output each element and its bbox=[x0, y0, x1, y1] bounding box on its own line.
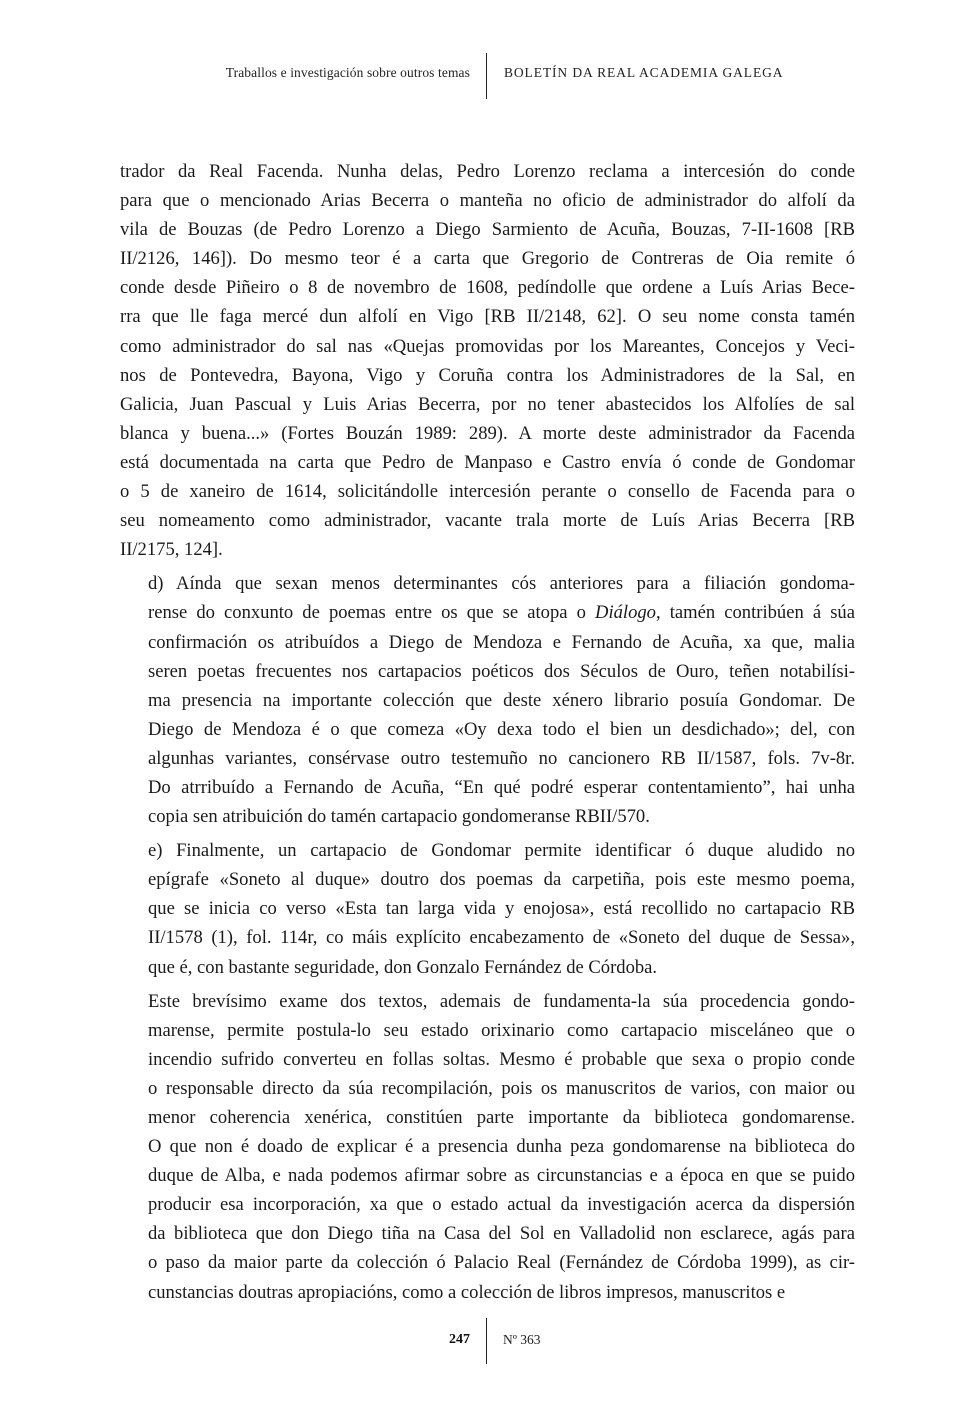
issue-number: Nº 363 bbox=[503, 1332, 541, 1347]
paragraph bbox=[120, 569, 855, 831]
text-line: Este brevísimo exame dos textos, ademais de fundamenta-la súa procedencia gondo- bbox=[148, 990, 855, 1012]
text-line: o paso da maior parte da colección ó Palacio Real (Fernández de Córdoba 1999), as cir- bbox=[148, 1252, 855, 1274]
text-line: Galicia, Juan Pascual y Luis Arias Becerra, por no tener abastecidos los Alfolíes de sal bbox=[120, 393, 855, 415]
text-line: Do atrribuído a Fernando de Acuña, “En qué podré esperar contentamiento”, hai unha bbox=[148, 776, 855, 798]
text-line: nos de Pontevedra, Bayona, Vigo y Coruña contra los Administradores de la Sal, en bbox=[120, 364, 855, 386]
text-line: seren poetas frecuentes nos cartapacios poéticos dos Séculos de Ouro, teñen notabilísi- bbox=[148, 660, 855, 682]
text-line: duque de Alba, e nada podemos afirmar sobre as circunstancias e a época en que se puido bbox=[148, 1165, 855, 1187]
text-line: copia sen atribuición do tamén cartapacio gondomeranse RBII/570. bbox=[148, 806, 650, 828]
text-line: O que non é doado de explicar é a presencia dunha peza gondomarense na biblioteca do bbox=[148, 1136, 855, 1158]
text-line: seu nomeamento como administrador, vacante trala morte de Luís Arias Becerra [RB bbox=[120, 510, 855, 532]
text-line: que se inicia co verso «Esta tan larga vida y enojosa», está recollido no cartapacio RB bbox=[148, 898, 855, 920]
text-line: blanca y buena...» (Fortes Bouzán 1989: 289). A morte deste administrador da Facenda bbox=[120, 422, 855, 444]
running-footer bbox=[0, 1318, 975, 1368]
paragraph bbox=[120, 836, 855, 981]
section-title: Traballos e investigación sobre outros temas bbox=[225, 65, 470, 80]
paragraph bbox=[120, 157, 855, 564]
text-line: o responsable directo da súa recompilación, pois os manuscritos de varios, con maior ou bbox=[148, 1077, 855, 1099]
text-line: menor coherencia xenérica, constitúen parte importante da biblioteca gondomarense. bbox=[148, 1107, 855, 1128]
text-line: como administrador do sal nas «Quejas promovidas por los Mareantes, Concejos y Veci- bbox=[120, 335, 855, 357]
paragraph bbox=[120, 987, 855, 1307]
text-line: II/2175, 124]. bbox=[120, 539, 223, 561]
text-line: rra que lle faga mercé dun alfolí en Vigo [RB II/2148, 62]. O seu nome consta tamén bbox=[120, 306, 855, 328]
header-divider bbox=[486, 53, 487, 99]
page-number: 247 bbox=[449, 1332, 470, 1347]
text-line: para que o mencionado Arias Becerra o manteña no oficio de administrador do alfolí da bbox=[120, 190, 855, 212]
italic-title: Diálogo bbox=[595, 602, 656, 624]
text-line: conde desde Piñeiro o 8 de novembro de 1608, pedíndolle que ordene a Luís Arias Bece- bbox=[120, 277, 855, 299]
text-line: II/1578 (1), fol. 114r, co máis explícito encabezamento de «Soneto del duque de Sessa», bbox=[148, 927, 855, 949]
text-line: marense, permite postula-lo seu estado orixinario como cartapacio misceláneo que o bbox=[148, 1019, 855, 1041]
text-line: producir esa incorporación, xa que o estado actual da investigación acerca da dispersión bbox=[148, 1194, 855, 1216]
text-line: e) Finalmente, un cartapacio de Gondomar permite identificar ó duque aludido no bbox=[148, 840, 855, 862]
text-line: rense do conxunto de poemas entre os que se atopa o Diálogo, tamén contribúen á súa bbox=[148, 602, 855, 624]
text-line: Diego de Mendoza é o que comeza «Oy dexa todo el bien un desdichado»; del, con bbox=[148, 718, 855, 740]
text-line: algunhas variantes, consérvase outro testemuño no cancionero RB II/1587, fols. 7v-8r. bbox=[148, 747, 855, 769]
text-line: d) Aínda que sexan menos determinantes cós anteriores para a filiación gondoma- bbox=[148, 573, 855, 595]
text-line: da biblioteca que don Diego tiña na Casa del Sol en Valladolid non esclarece, agás para bbox=[148, 1223, 855, 1245]
text-line: II/2126, 146]). Do mesmo teor é a carta que Gregorio de Contreras de Oia remite ó bbox=[120, 248, 855, 270]
text-line: está documentada na carta que Pedro de Manpaso e Castro envía ó conde de Gondomar bbox=[120, 451, 855, 473]
text-line: incendio sufrido converteu en follas soltas. Mesmo é probable que sexa o propio conde bbox=[148, 1048, 855, 1070]
text-line: trador da Real Facenda. Nunha delas, Pedro Lorenzo reclama a intercesión do conde bbox=[120, 161, 855, 182]
text-line: o 5 de xaneiro de 1614, solicitándolle intercesión perante o consello de Facenda para o bbox=[120, 481, 855, 503]
text-line: vila de Bouzas (de Pedro Lorenzo a Diego Sarmiento de Acuña, Bouzas, 7-II-1608 [RB bbox=[120, 219, 855, 241]
text-line: confirmación os atribuídos a Diego de Mendoza e Fernando de Acuña, xa que, malia bbox=[148, 631, 855, 653]
journal-title: BOLETÍN DA REAL ACADEMIA GALEGA bbox=[504, 65, 784, 80]
text-line: epígrafe «Soneto al duque» doutro dos poemas da carpetiña, pois este mesmo poema, bbox=[148, 869, 855, 891]
running-header bbox=[0, 53, 975, 99]
text-line: que é, con bastante seguridade, don Gonzalo Fernández de Córdoba. bbox=[148, 956, 658, 978]
article-body bbox=[120, 157, 855, 1307]
text-line: cunstancias doutras apropiacións, como a colección de libros impresos, manuscritos e bbox=[148, 1281, 786, 1303]
footer-divider bbox=[486, 1318, 487, 1364]
text-line: ma presencia na importante colección que deste xénero librario posuía Gondomar. De bbox=[148, 689, 855, 711]
